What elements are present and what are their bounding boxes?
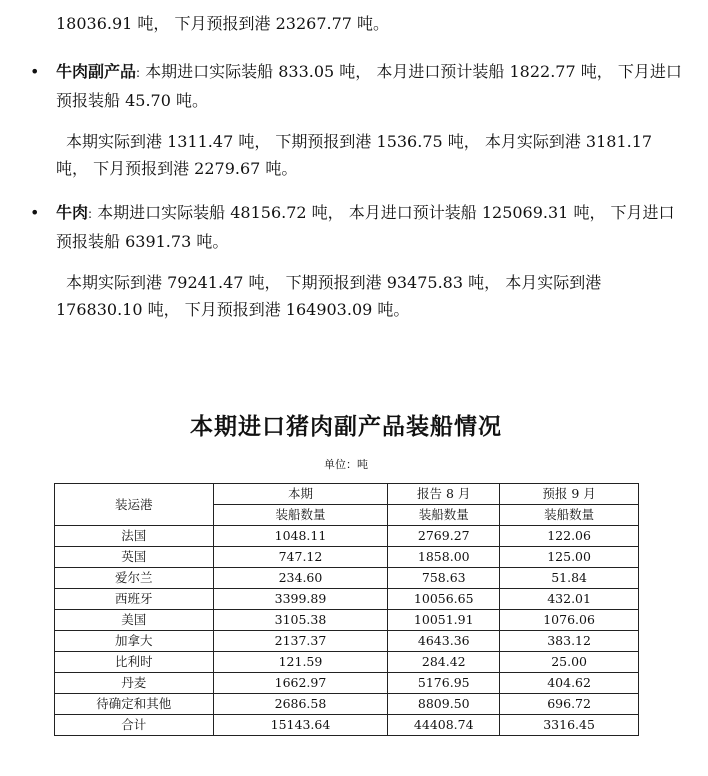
offal-shipping-text: 本期进口实际装船 833.05 吨， 本月进口预计装船 1822.77 吨， 下月进口预报装船 45.70 吨。 <box>56 62 682 110</box>
aug-cell: 284.42 <box>388 652 500 673</box>
header-sep: 预报 9 月 <box>500 484 639 505</box>
port-cell: 比利时 <box>55 652 214 673</box>
top-line-text: 18036.91 吨， 下月预报到港 23267.77 吨。 <box>56 14 390 33</box>
total-row <box>55 715 639 736</box>
beef-arrival-text: 本期实际到港 79241.47 吨， 下期预报到港 93475.83 吨， 本月实际到港 176830.10 吨， 下月预报到港 164903.09 吨。 <box>56 273 602 319</box>
table-row <box>55 694 639 715</box>
table-row <box>55 610 639 631</box>
table-row <box>55 652 639 673</box>
current-cell: 1048.11 <box>213 526 388 547</box>
bullet-dot-icon: • <box>30 62 40 81</box>
beef-shipping-paragraph <box>56 199 688 255</box>
aug-cell: 758.63 <box>388 568 500 589</box>
beef-colon: : <box>88 207 93 221</box>
table-row <box>55 673 639 694</box>
aug-cell: 8809.50 <box>388 694 500 715</box>
bullet-dot-icon: • <box>30 203 40 222</box>
table-row <box>55 526 639 547</box>
current-cell: 2137.37 <box>213 631 388 652</box>
beef-shipping-text: 本期进口实际装船 48156.72 吨， 本月进口预计装船 125069.31 吨， 下月进口预报装船 6391.73 吨。 <box>56 203 675 251</box>
port-cell: 加拿大 <box>55 631 214 652</box>
aug-cell: 10051.91 <box>388 610 500 631</box>
current-cell: 15143.64 <box>213 715 388 736</box>
port-cell: 合计 <box>55 715 214 736</box>
current-cell: 3105.38 <box>213 610 388 631</box>
current-cell: 3399.89 <box>213 589 388 610</box>
current-cell: 2686.58 <box>213 694 388 715</box>
header-current: 本期 <box>213 484 388 505</box>
subheader-current: 装船数量 <box>213 505 388 526</box>
offal-colon: : <box>136 66 141 80</box>
sep-cell: 432.01 <box>500 589 639 610</box>
aug-cell: 4643.36 <box>388 631 500 652</box>
sep-cell: 696.72 <box>500 694 639 715</box>
aug-cell: 1858.00 <box>388 547 500 568</box>
port-cell: 法国 <box>55 526 214 547</box>
sep-cell: 3316.45 <box>500 715 639 736</box>
table-unit-label: 单位：吨 <box>324 458 368 471</box>
sep-cell: 122.06 <box>500 526 639 547</box>
table-title: 本期进口猪肉副产品装船情况 <box>190 414 502 440</box>
shipping-table <box>54 483 639 736</box>
header-aug: 报告 8 月 <box>388 484 500 505</box>
aug-cell: 44408.74 <box>388 715 500 736</box>
subheader-aug: 装船数量 <box>388 505 500 526</box>
port-cell: 待确定和其他 <box>55 694 214 715</box>
sep-cell: 404.62 <box>500 673 639 694</box>
current-cell: 1662.97 <box>213 673 388 694</box>
header-port: 装运港 <box>55 484 214 526</box>
port-cell: 爱尔兰 <box>55 568 214 589</box>
aug-cell: 10056.65 <box>388 589 500 610</box>
port-cell: 英国 <box>55 547 214 568</box>
port-cell: 丹麦 <box>55 673 214 694</box>
beef-label: 牛肉 <box>56 203 89 222</box>
table-row <box>55 631 639 652</box>
offal-shipping-paragraph <box>56 58 688 114</box>
aug-cell: 2769.27 <box>388 526 500 547</box>
table-row <box>55 589 639 610</box>
table-row <box>55 547 639 568</box>
subheader-sep: 装船数量 <box>500 505 639 526</box>
sep-cell: 383.12 <box>500 631 639 652</box>
offal-arrival-text: 本期实际到港 1311.47 吨， 下期预报到港 1536.75 吨， 本月实际到港 3181.17 吨， 下月预报到港 2279.67 吨。 <box>56 132 653 178</box>
offal-label: 牛肉副产品 <box>56 62 137 81</box>
port-cell: 美国 <box>55 610 214 631</box>
sep-cell: 25.00 <box>500 652 639 673</box>
sep-cell: 125.00 <box>500 547 639 568</box>
current-cell: 234.60 <box>213 568 388 589</box>
sep-cell: 1076.06 <box>500 610 639 631</box>
port-cell: 西班牙 <box>55 589 214 610</box>
current-cell: 121.59 <box>213 652 388 673</box>
sep-cell: 51.84 <box>500 568 639 589</box>
current-cell: 747.12 <box>213 547 388 568</box>
aug-cell: 5176.95 <box>388 673 500 694</box>
table-row <box>55 568 639 589</box>
